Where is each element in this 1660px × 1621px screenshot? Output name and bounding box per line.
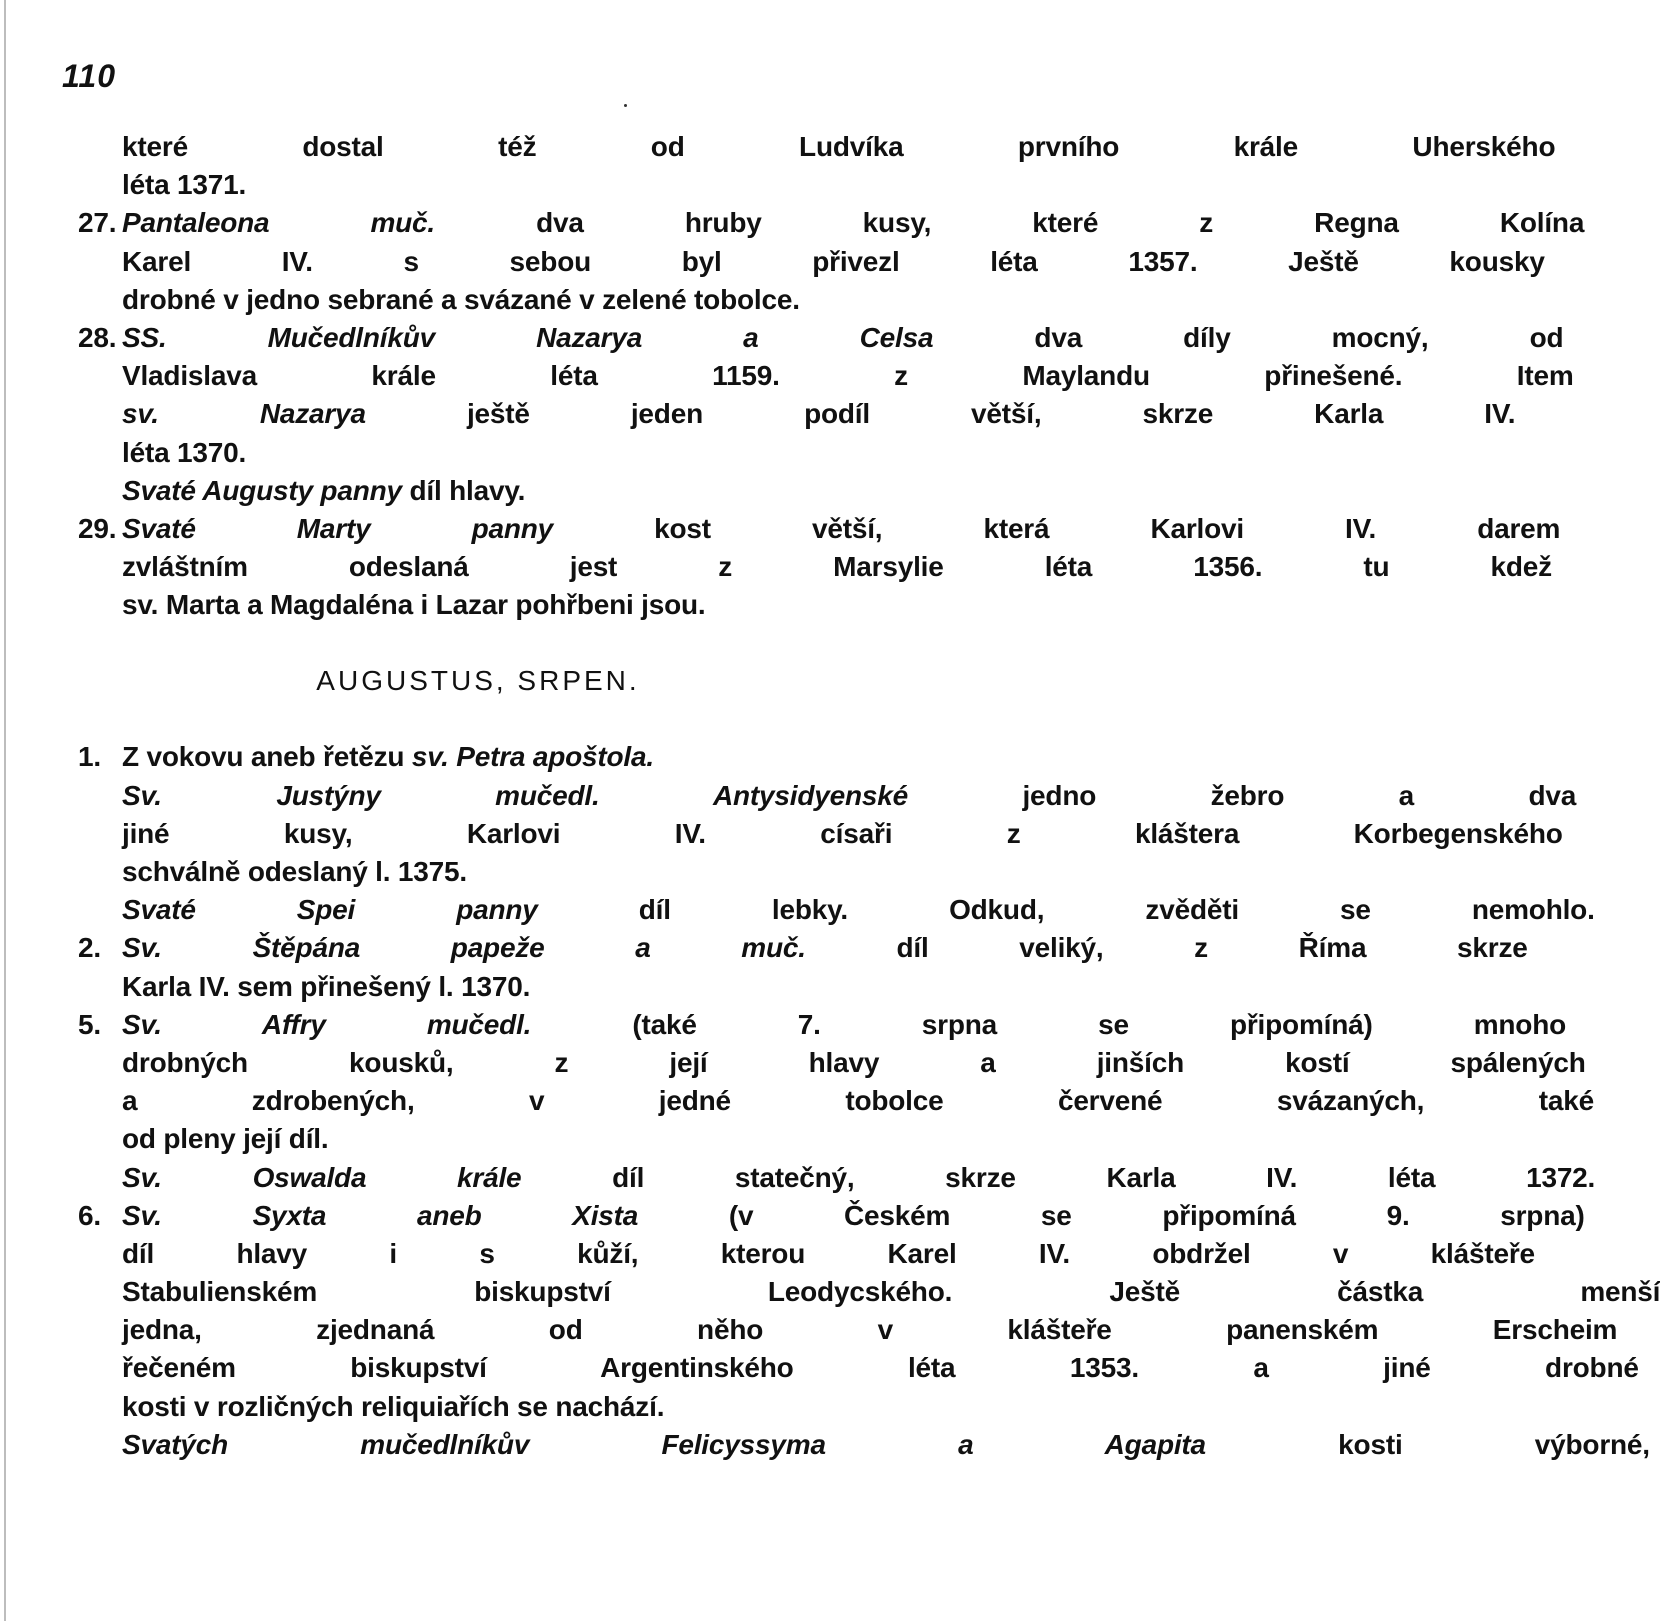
text-segment: Z vokovu aneb řetězu bbox=[122, 741, 412, 773]
text-line bbox=[78, 204, 1585, 242]
line-content bbox=[122, 1047, 1586, 1078]
text-segment: (také 7. srpna se připomíná) mnoho bbox=[531, 1008, 1567, 1040]
line-content bbox=[122, 322, 1563, 353]
text-line bbox=[78, 319, 1564, 357]
text-segment: ještě jeden podíl větší, skrze Karla IV. bbox=[365, 398, 1516, 430]
page-edge-line bbox=[4, 0, 6, 1621]
italic-name-segment: Pantaleona muč. bbox=[122, 207, 436, 239]
text-segment: které dostal též od Ludvíka prvního krále Uherského bbox=[122, 131, 1556, 162]
page-body-text bbox=[78, 128, 1660, 1464]
line-content bbox=[122, 1162, 1595, 1193]
text-line bbox=[78, 929, 1528, 967]
line-content bbox=[122, 1276, 1660, 1307]
line-content bbox=[122, 131, 1555, 162]
text-line bbox=[78, 1235, 1535, 1273]
italic-name-segment: Svaté Spei panny bbox=[122, 894, 538, 926]
text-line bbox=[78, 815, 1563, 853]
line-content bbox=[122, 1314, 1617, 1345]
line-content bbox=[122, 551, 1552, 582]
text-segment: díl hlavy. bbox=[401, 474, 526, 506]
text-line bbox=[78, 395, 1516, 433]
text-line bbox=[78, 853, 878, 891]
text-segment: Karla IV. sem přinešený l. 1370. bbox=[122, 970, 531, 1002]
text-line bbox=[78, 1006, 1567, 1044]
text-segment: schválně odeslaný l. 1375. bbox=[122, 856, 467, 887]
text-segment: Vladislava krále léta 1159. z Maylandu přinešené. Item bbox=[122, 360, 1574, 392]
line-content bbox=[122, 1352, 1639, 1383]
italic-name-segment: Sv. Štěpána papeže a muč. bbox=[122, 932, 806, 964]
text-segment: Stabulienském biskupství Leodycského. Ještě částka menší bbox=[122, 1276, 1660, 1308]
entry-number: 28. bbox=[78, 321, 117, 353]
line-content bbox=[122, 741, 654, 772]
text-line bbox=[78, 357, 1574, 395]
text-segment: léta 1370. bbox=[122, 436, 247, 468]
text-segment: jedno žebro a dva bbox=[908, 779, 1577, 811]
page-number: 110 bbox=[62, 58, 117, 94]
italic-name-segment: sv. Nazarya bbox=[122, 398, 366, 430]
text-line bbox=[78, 1159, 1596, 1197]
line-content bbox=[122, 246, 1545, 277]
text-segment: zvláštním odeslaná jest z Marsylie léta 1356. tu kdež bbox=[122, 551, 1552, 583]
entry-number: 29. bbox=[78, 512, 117, 544]
text-segment: (v Českém se připomíná 9. srpna) bbox=[638, 1199, 1585, 1231]
text-segment: kosti v rozličných reliquiařích se nachází. bbox=[122, 1390, 665, 1422]
text-line bbox=[78, 1349, 1639, 1387]
text-segment: díl veliký, z Říma skrze bbox=[805, 932, 1528, 964]
text-line bbox=[78, 434, 878, 472]
text-line bbox=[78, 738, 878, 776]
line-content bbox=[122, 894, 1595, 925]
italic-name-segment: Sv. Syxta aneb Xista bbox=[122, 1199, 639, 1231]
line-content bbox=[122, 513, 1560, 544]
line-content bbox=[122, 475, 525, 506]
text-line bbox=[78, 1120, 878, 1158]
line-content bbox=[122, 1238, 1535, 1269]
line-content bbox=[122, 589, 706, 620]
line-content bbox=[122, 1429, 1650, 1460]
text-segment: kosti výborné, bbox=[1205, 1428, 1650, 1460]
text-segment: a zdrobených, v jedné tobolce červené svázaných, také bbox=[122, 1085, 1594, 1117]
text-segment: drobné v jedno sebrané a svázané v zelené tobolce. bbox=[122, 283, 800, 315]
text-line bbox=[78, 586, 878, 624]
text-segment: díl lebky. Odkud, zvěděti se nemohlo. bbox=[537, 894, 1595, 926]
text-segment: dva hruby kusy, které z Regna Kolína bbox=[435, 207, 1585, 239]
text-segment: řečeném biskupství Argentinského léta 1353. a jiné drobné bbox=[122, 1352, 1639, 1384]
text-segment: sv. Marta a Magdaléna i Lazar pohřbeni jsou. bbox=[122, 589, 706, 621]
line-content bbox=[122, 169, 246, 200]
text-segment: dva díly mocný, od bbox=[933, 321, 1564, 353]
text-line bbox=[78, 548, 1552, 586]
line-content bbox=[122, 398, 1515, 429]
line-content bbox=[122, 207, 1584, 238]
entry-number: 27. bbox=[78, 207, 117, 239]
italic-name-segment: Svaté Augusty panny bbox=[122, 474, 402, 506]
line-content bbox=[122, 1085, 1594, 1116]
entry-number: 6. bbox=[78, 1199, 101, 1231]
italic-name-segment: Sv. Justýny mučedl. Antysidyenské bbox=[122, 779, 909, 811]
entry-number: 2. bbox=[78, 932, 101, 964]
text-line bbox=[78, 1197, 1585, 1235]
line-content bbox=[122, 284, 800, 315]
text-line bbox=[78, 1426, 1650, 1464]
text-segment: kost větší, která Karlovi IV. darem bbox=[553, 512, 1561, 544]
line-content bbox=[122, 818, 1563, 849]
text-line bbox=[78, 968, 878, 1006]
section-heading: AUGUSTUS, SRPEN. bbox=[316, 665, 640, 697]
line-content bbox=[122, 1009, 1566, 1040]
line-content bbox=[122, 1200, 1585, 1231]
ink-speck bbox=[624, 104, 627, 107]
line-content bbox=[122, 437, 246, 468]
text-line bbox=[78, 891, 1595, 929]
text-segment: léta 1371. bbox=[122, 169, 247, 201]
italic-name-segment: sv. Petra apoštola. bbox=[411, 741, 654, 773]
italic-name-segment: Svatých mučedlníkův Felicyssyma a Agapita bbox=[122, 1428, 1206, 1460]
text-line bbox=[78, 1044, 1586, 1082]
text-line bbox=[78, 281, 878, 319]
text-segment: díl hlavy i s kůží, kterou Karel IV. obdržel v klášteře bbox=[122, 1237, 1535, 1269]
text-line bbox=[78, 166, 878, 204]
entry-number: 1. bbox=[78, 741, 101, 773]
text-line bbox=[78, 510, 1561, 548]
entry-number: 5. bbox=[78, 1008, 101, 1040]
text-segment: jedna, zjednaná od něho v klášteře panenském Erscheim bbox=[122, 1314, 1618, 1346]
italic-name-segment: Svaté Marty panny bbox=[122, 512, 554, 544]
line-content bbox=[122, 932, 1528, 963]
text-segment: Karel IV. s sebou byl přivezl léta 1357. Ještě kousky bbox=[122, 245, 1545, 277]
text-line bbox=[78, 1273, 1660, 1311]
text-segment: od pleny její díl. bbox=[122, 1123, 329, 1155]
line-content bbox=[122, 856, 467, 887]
line-content bbox=[122, 1123, 328, 1154]
italic-name-segment: Sv. Affry mučedl. bbox=[122, 1008, 532, 1040]
line-content bbox=[122, 1391, 664, 1422]
line-content bbox=[122, 971, 530, 1002]
text-segment: díl statečný, skrze Karla IV. léta 1372. bbox=[521, 1161, 1596, 1193]
text-segment: jiné kusy, Karlovi IV. císaři z kláštera Korbegenského bbox=[122, 817, 1563, 849]
text-line bbox=[78, 243, 1545, 281]
line-content bbox=[122, 360, 1574, 391]
italic-name-segment: Sv. Oswalda krále bbox=[122, 1161, 522, 1193]
text-line bbox=[78, 472, 878, 510]
text-segment: drobných kousků, z její hlavy a jinších kostí spálených bbox=[122, 1046, 1586, 1078]
italic-name-segment: SS. Mučedlníkův Nazarya a Celsa bbox=[122, 321, 934, 353]
text-line bbox=[78, 1082, 1594, 1120]
text-line bbox=[78, 1311, 1618, 1349]
text-line bbox=[78, 777, 1577, 815]
line-content bbox=[122, 780, 1576, 811]
text-line bbox=[78, 128, 1556, 166]
text-line bbox=[78, 1388, 878, 1426]
